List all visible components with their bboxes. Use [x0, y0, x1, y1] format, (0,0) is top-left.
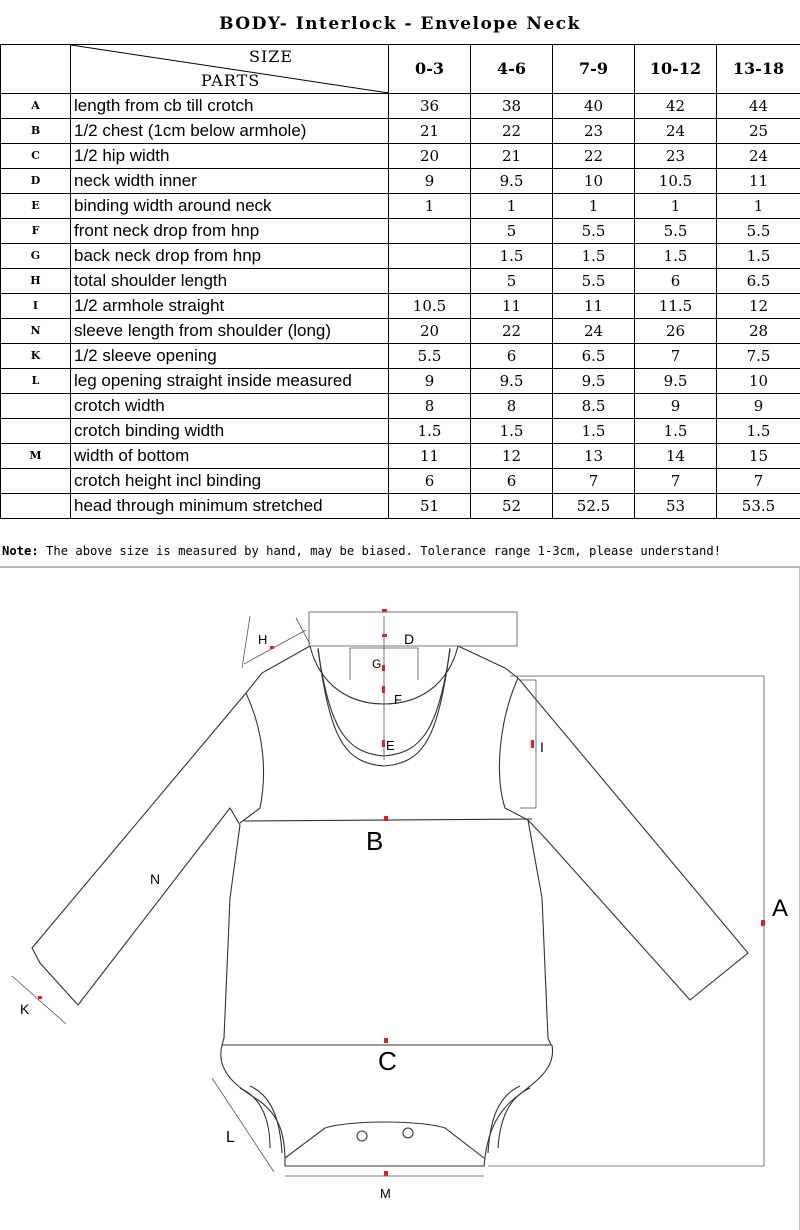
- marker-k: [38, 996, 42, 999]
- measurement-part: neck width inner: [71, 169, 389, 194]
- marker-e: [382, 740, 385, 747]
- right-leg-binding-1: [498, 1088, 530, 1148]
- left-sleeve-outline: [32, 646, 310, 1005]
- measurement-part: back neck drop from hnp: [71, 244, 389, 269]
- measurement-value: 5.5: [717, 219, 800, 244]
- label-a: A: [772, 895, 789, 922]
- measurement-code: F: [1, 219, 71, 244]
- note-text: The above size is measured by hand, may be biased. Tolerance range 1-3cm, please understand!: [38, 544, 722, 558]
- table-row: [1, 369, 800, 394]
- measurement-value: [389, 244, 471, 269]
- table-row: [1, 494, 800, 519]
- measurement-value: 5.5: [389, 344, 471, 369]
- measurement-part: crotch width: [71, 394, 389, 419]
- measurement-note: [2, 544, 798, 558]
- measurement-value: 53.5: [717, 494, 800, 519]
- marker-b: [384, 816, 388, 821]
- measurement-value: 7: [635, 344, 717, 369]
- marker-g: [382, 665, 385, 671]
- shoulder-guide-tick-right: [296, 618, 310, 644]
- header-blank-cell: [1, 45, 71, 94]
- measurement-value: 9.5: [471, 169, 553, 194]
- size-header-1: 4-6: [471, 45, 553, 94]
- measurement-value: 7: [635, 469, 717, 494]
- bodysuit-technical-sketch: [0, 568, 800, 1230]
- measurement-value: 7: [553, 469, 635, 494]
- label-i: I: [540, 739, 544, 755]
- measurement-code: C: [1, 144, 71, 169]
- leg-opening-guide: [212, 1078, 274, 1172]
- measurement-value: 14: [635, 444, 717, 469]
- measurement-value: 22: [471, 119, 553, 144]
- left-armhole-seam: [240, 693, 264, 823]
- label-m: M: [380, 1186, 391, 1201]
- measurement-value: 8: [389, 394, 471, 419]
- measurement-value: 22: [553, 144, 635, 169]
- marker-d-top: [382, 609, 387, 612]
- marker-h: [270, 646, 274, 649]
- measurement-value: 24: [635, 119, 717, 144]
- marker-i: [531, 740, 534, 748]
- marker-f: [382, 686, 385, 693]
- measurement-part: crotch height incl binding: [71, 469, 389, 494]
- measurement-value: 1: [389, 194, 471, 219]
- measurement-value: 6: [471, 344, 553, 369]
- measurement-value: 5.5: [635, 219, 717, 244]
- right-leg-binding-2: [488, 1086, 520, 1153]
- measurement-code: G: [1, 244, 71, 269]
- label-n: N: [150, 871, 161, 887]
- measurement-value: 9: [389, 169, 471, 194]
- table-row: [1, 194, 800, 219]
- shoulder-guide-tick-left: [242, 616, 250, 668]
- table-row: [1, 394, 800, 419]
- measurement-code: E: [1, 194, 71, 219]
- measurement-value: 5: [471, 269, 553, 294]
- measurement-value: [389, 219, 471, 244]
- snap-button-left: [357, 1131, 367, 1141]
- label-f: F: [394, 692, 402, 707]
- measurement-part: binding width around neck: [71, 194, 389, 219]
- label-g: G: [372, 657, 382, 671]
- measurement-value: 1.5: [717, 244, 800, 269]
- measurement-code: N: [1, 319, 71, 344]
- size-parts-header-cell: [71, 45, 389, 94]
- measurement-value: 52.5: [553, 494, 635, 519]
- measurement-value: 1.5: [553, 244, 635, 269]
- measurement-part: front neck drop from hnp: [71, 219, 389, 244]
- measurement-part: sleeve length from shoulder (long): [71, 319, 389, 344]
- table-row: [1, 219, 800, 244]
- measurement-code: I: [1, 294, 71, 319]
- body-right-side: [528, 820, 551, 1045]
- measurement-value: 10.5: [635, 169, 717, 194]
- measurement-value: 36: [389, 94, 471, 119]
- measurement-value: 9.5: [553, 369, 635, 394]
- label-c: C: [378, 1046, 397, 1076]
- right-armhole-seam: [499, 678, 528, 820]
- table-row: [1, 144, 800, 169]
- size-chart-table: [0, 44, 800, 519]
- measurement-value: 51: [389, 494, 471, 519]
- measurement-value: 10: [717, 369, 800, 394]
- measurement-value: 9: [389, 369, 471, 394]
- measurement-value: 11: [389, 444, 471, 469]
- measurement-value: 5.5: [553, 219, 635, 244]
- label-h: H: [258, 632, 268, 647]
- measurement-value: 8: [471, 394, 553, 419]
- measurement-value: 5: [471, 219, 553, 244]
- measurement-value: 5.5: [553, 269, 635, 294]
- measurement-value: 8.5: [553, 394, 635, 419]
- measurement-part: leg opening straight inside measured: [71, 369, 389, 394]
- measurement-value: 25: [717, 119, 800, 144]
- measurement-code: K: [1, 344, 71, 369]
- page-title: BODY- Interlock - Envelope Neck: [219, 14, 581, 34]
- table-row: [1, 244, 800, 269]
- measurement-value: 6: [471, 469, 553, 494]
- measurement-code: [1, 469, 71, 494]
- measurement-value: 12: [471, 444, 553, 469]
- body-left-side: [222, 825, 240, 1045]
- measurement-value: 24: [717, 144, 800, 169]
- measurement-value: 1: [553, 194, 635, 219]
- measurement-code: H: [1, 269, 71, 294]
- measurement-code: M: [1, 444, 71, 469]
- measurement-value: 52: [471, 494, 553, 519]
- size-header-4: 13-18: [717, 45, 800, 94]
- measurement-value: 44: [717, 94, 800, 119]
- marker-m: [384, 1171, 388, 1176]
- measurement-value: 6: [635, 269, 717, 294]
- measurement-value: 22: [471, 319, 553, 344]
- measurement-part: 1/2 sleeve opening: [71, 344, 389, 369]
- measurement-value: 15: [717, 444, 800, 469]
- measurement-value: 1: [635, 194, 717, 219]
- measurement-value: 20: [389, 319, 471, 344]
- measurement-value: 9: [635, 394, 717, 419]
- measurement-value: 1.5: [635, 419, 717, 444]
- table-row: [1, 469, 800, 494]
- measurement-value: 1.5: [389, 419, 471, 444]
- measurement-code: [1, 394, 71, 419]
- garment-outline: [32, 646, 748, 1166]
- measurement-value: 1: [717, 194, 800, 219]
- table-row: [1, 444, 800, 469]
- measurement-code: [1, 419, 71, 444]
- size-header-3: 10-12: [635, 45, 717, 94]
- measurement-part: total shoulder length: [71, 269, 389, 294]
- measurement-value: 23: [553, 119, 635, 144]
- measurement-value: 21: [389, 119, 471, 144]
- measurement-value: 10.5: [389, 294, 471, 319]
- measurement-value: 9.5: [635, 369, 717, 394]
- measurement-value: 6.5: [717, 269, 800, 294]
- shoulder-length-guide: [244, 630, 306, 664]
- measurement-value: 1: [471, 194, 553, 219]
- label-l: L: [226, 1129, 235, 1146]
- measurement-code: [1, 494, 71, 519]
- table-row: [1, 294, 800, 319]
- measurement-value: 21: [471, 144, 553, 169]
- size-header-0: 0-3: [389, 45, 471, 94]
- note-label: Note:: [2, 544, 39, 558]
- measurement-guides: [12, 568, 800, 1230]
- crotch-binding-line: [285, 1122, 484, 1158]
- size-header: SIZE: [249, 47, 294, 66]
- measurement-labels: [20, 631, 788, 1201]
- measurement-value: 24: [553, 319, 635, 344]
- marker-a: [761, 920, 765, 926]
- table-row: [1, 344, 800, 369]
- measurement-part: width of bottom: [71, 444, 389, 469]
- parts-header: PARTS: [201, 71, 261, 90]
- measurement-value: 53: [635, 494, 717, 519]
- measurement-value: 38: [471, 94, 553, 119]
- measurement-value: 1.5: [471, 244, 553, 269]
- measurement-value: 26: [635, 319, 717, 344]
- measurement-value: 1.5: [471, 419, 553, 444]
- measurement-part: 1/2 chest (1cm below armhole): [71, 119, 389, 144]
- marker-d: [382, 634, 387, 637]
- measurement-value: 1.5: [717, 419, 800, 444]
- measurement-value: 10: [553, 169, 635, 194]
- table-row: [1, 269, 800, 294]
- measurement-value: 11.5: [635, 294, 717, 319]
- measurement-value: 12: [717, 294, 800, 319]
- table-row: [1, 319, 800, 344]
- measurement-code: A: [1, 94, 71, 119]
- label-k: K: [20, 1001, 30, 1017]
- measurement-value: [389, 269, 471, 294]
- measurement-code: B: [1, 119, 71, 144]
- measurement-value: 11: [553, 294, 635, 319]
- table-row: [1, 169, 800, 194]
- measurement-value: 9: [717, 394, 800, 419]
- table-row: [1, 119, 800, 144]
- size-header-2: 7-9: [553, 45, 635, 94]
- measurement-value: 13: [553, 444, 635, 469]
- measurement-value: 1.5: [553, 419, 635, 444]
- label-e: E: [386, 738, 395, 753]
- measurement-value: 11: [717, 169, 800, 194]
- measurement-part: head through minimum stretched: [71, 494, 389, 519]
- table-header-row: [1, 45, 800, 94]
- marker-c: [384, 1038, 388, 1043]
- measurement-code: D: [1, 169, 71, 194]
- snap-button-right: [403, 1128, 413, 1138]
- measurement-value: 7.5: [717, 344, 800, 369]
- measurement-code: L: [1, 369, 71, 394]
- measurement-value: 1.5: [635, 244, 717, 269]
- measurement-value: 6.5: [553, 344, 635, 369]
- label-d: D: [404, 631, 415, 647]
- right-sleeve-outline: [458, 646, 748, 1000]
- measurement-part: length from cb till crotch: [71, 94, 389, 119]
- measurement-value: 9.5: [471, 369, 553, 394]
- measurement-part: 1/2 hip width: [71, 144, 389, 169]
- measurement-part: crotch binding width: [71, 419, 389, 444]
- measurement-value: 6: [389, 469, 471, 494]
- label-b: B: [366, 826, 384, 856]
- table-row: [1, 94, 800, 119]
- measurement-value: 11: [471, 294, 553, 319]
- measurement-value: 28: [717, 319, 800, 344]
- measurement-value: 23: [635, 144, 717, 169]
- measurement-value: 40: [553, 94, 635, 119]
- measurement-part: 1/2 armhole straight: [71, 294, 389, 319]
- table-row: [1, 419, 800, 444]
- measurement-value: 7: [717, 469, 800, 494]
- measurement-value: 42: [635, 94, 717, 119]
- measurement-value: 20: [389, 144, 471, 169]
